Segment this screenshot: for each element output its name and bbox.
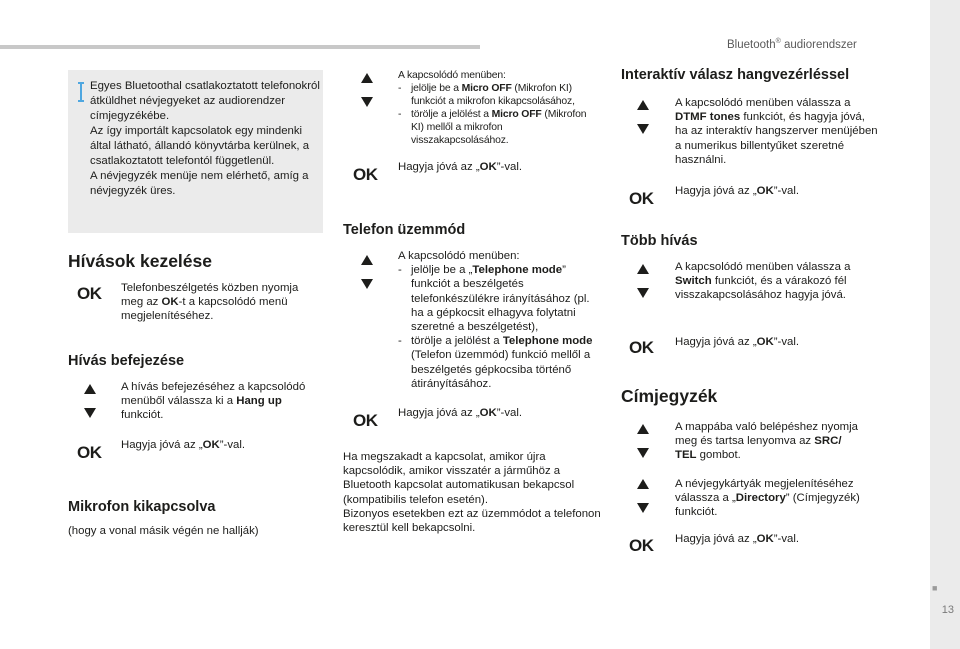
info-icon [80,82,82,102]
phone-mode-title: Telefon üzemmód [343,222,466,238]
confirm-text: Hagyja jóvá az „OK”-val. [675,336,800,348]
step-text: A mappába való belépéshez nyomja meg és tartsa lenyomva az SRC/ TEL gombot. [675,421,859,462]
ivr-title: Interaktív válasz hangvezérléssel [621,67,850,83]
up-down-arrows-icon [636,99,650,137]
mic-off-title: Mikrofon kikapcsolva [68,499,216,515]
reconnect-note: Ha megszakadt a kapcsolat, amikor újra kapcsolódik, amikor visszatér a járműhöz a Bluetooth kapcsolat automatikusan bekapcsol (kompatibilis telefon esetén). Bizonyos esetekben ezt az üzemmódot a telefonon keresztül kell bekapcsolni. [343,451,601,535]
up-down-arrows-icon [636,263,650,301]
ok-icon: OK [629,189,654,208]
list-item: - jelölje be a „Telephone mode” funkciót a beszélgetés telefonkészülékre irányításához (pl. ha a gépkocsit elhagyva folytatni szeretné a beszélgetést), [398,263,603,334]
confirm-text: Hagyja jóvá az „OK”-val. [675,185,800,197]
list-item: - jelölje be a Micro OFF (Mikrofon KI) funkciót a mikrofon kikapcsolásához, [398,82,598,108]
step-text: A kapcsolódó menüben válassza a Switch funkciót, és a várakozó fél visszakapcsolásához hagyja jóvá. [675,261,851,302]
step-text: A kapcsolódó menüben válassza a DTMF tones funkciót, és hagyja jóvá, ha az interaktív hangszerver menüjében a numerikus billentyűket szeretné használni. [675,97,878,166]
multi-call-title: Több hívás [621,233,698,249]
directory-title: Címjegyzék [621,386,718,406]
phone-menu-text: A kapcsolódó menüben: - jelölje be a „Telephone mode” funkciót a beszélgetés telefonkészülékre irányításához (pl. ha a gépkocsit elhagyva folytatni szeretné a beszélgetést), - törölje a jelölést a Telephone mode (Telefon üzemmód) funkció mellől a beszélgetés gépkocsiba történő átirányításához. [398,249,603,391]
calls-title: Hívások kezelése [68,251,212,271]
mic-off-text: (hogy a vonal másik végén ne hallják) [68,525,259,537]
ok-icon: OK [629,338,654,357]
right-margin-strip [930,0,960,649]
hang-up-title: Hívás befejezése [68,353,185,369]
list-item: - törölje a jelölést a Telephone mode (Telefon üzemmód) funkció mellől a beszélgetés gépkocsiba történő átirányításához. [398,334,603,391]
up-down-arrows-icon [360,254,374,292]
up-down-arrows-icon [360,72,374,110]
mic-menu-text: A kapcsolódó menüben: - jelölje be a Micro OFF (Mikrofon KI) funkciót a mikrofon kikapcsolásához, - törölje a jelölést a Micro OFF (Mikrofon KI) mellől a mikrofon visszakapcsolásához. [398,69,598,147]
up-down-arrows-icon [83,383,97,421]
list-item: - törölje a jelölést a Micro OFF (Mikrofon KI) mellől a mikrofon visszakapcsolásához. [398,108,598,147]
confirm-text: Hagyja jóvá az „OK”-val. [398,161,523,173]
confirm-text: Hagyja jóvá az „OK”-val. [398,407,523,419]
ok-icon: OK [77,284,102,303]
page-number: 13 [941,604,954,616]
step-text: A névjegykártyák megjelenítéséhez válassza a „Directory” (Címjegyzék) funkciót. [675,478,860,519]
page-marker: ■ [932,583,938,593]
step-text: A hívás befejezéséhez a kapcsolódó menüből válassza ki a Hang up funkciót. [121,381,306,422]
confirm-text: Hagyja jóvá az „OK”-val. [675,533,800,545]
ok-icon: OK [77,443,102,462]
info-note [68,70,323,233]
up-down-arrows-icon [636,423,650,461]
top-rule [0,45,480,49]
ok-icon: OK [353,411,378,430]
info-note-text: Egyes Bluetoothal csatlakoztatott telefonokról átküldhet névjegyeket az audiorendzer címjegyzékébe. Az így importált kapcsolatok egy mindenki által látható, állandó könyvtárba kerülnek, a csatlakoztatott telefontól függetlenül. A névjegyzék menüje nem elérhető, amíg a névjegyzék üres. [90,80,320,197]
step-text: Telefonbeszélgetés közben nyomja meg az OK-t a kapcsolódó menü megjelenítéséhez. [121,282,299,323]
confirm-text: Hagyja jóvá az „OK”-val. [121,439,246,451]
ok-icon: OK [353,165,378,184]
ok-icon: OK [629,536,654,555]
running-header: Bluetooth® audiorendszer [727,38,857,51]
up-down-arrows-icon [636,478,650,516]
